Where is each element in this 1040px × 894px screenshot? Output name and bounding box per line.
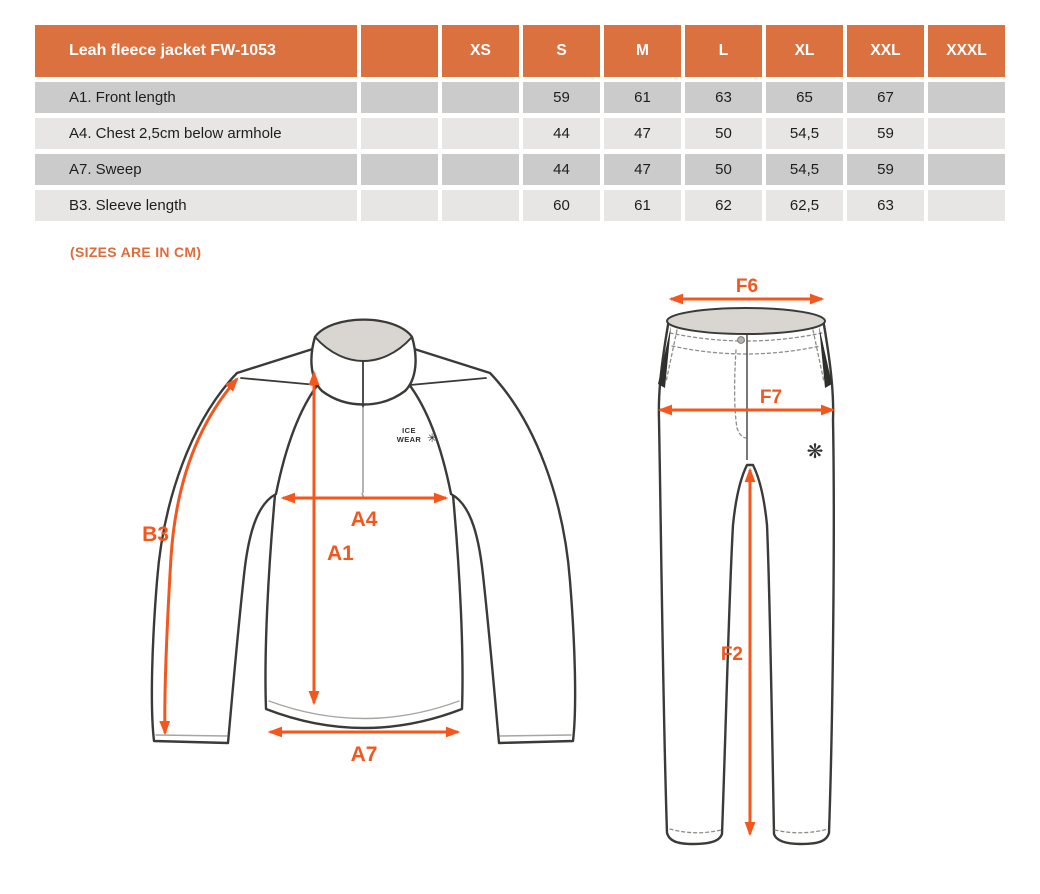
size-cell: 44 bbox=[523, 154, 600, 185]
row-label-sweep: A7. Sweep bbox=[35, 154, 357, 185]
sizes-unit-note: (SIZES ARE IN CM) bbox=[70, 244, 202, 260]
size-cell: 63 bbox=[847, 190, 924, 221]
column-header-xxxl: XXXL bbox=[928, 25, 1005, 77]
measure-label-f6: F6 bbox=[735, 276, 759, 297]
size-cell: 61 bbox=[604, 190, 681, 221]
measure-label-a7: A7 bbox=[350, 743, 378, 766]
size-cell: 63 bbox=[685, 82, 762, 113]
size-cell: 50 bbox=[685, 154, 762, 185]
pants-button bbox=[738, 337, 745, 344]
size-cell: 47 bbox=[604, 154, 681, 185]
size-cell bbox=[928, 190, 1005, 221]
brand-logo-text-line1: ICE bbox=[402, 426, 416, 435]
measure-label-a4: A4 bbox=[350, 508, 378, 531]
column-header-xs: XS bbox=[442, 25, 519, 77]
size-cell: 54,5 bbox=[766, 118, 843, 149]
table-row bbox=[35, 82, 1005, 113]
size-cell: 54,5 bbox=[766, 154, 843, 185]
pants-diagram bbox=[625, 278, 885, 878]
size-table-header bbox=[35, 25, 1005, 77]
size-cell bbox=[928, 82, 1005, 113]
size-cell bbox=[361, 190, 438, 221]
size-cell bbox=[928, 154, 1005, 185]
size-cell bbox=[442, 190, 519, 221]
table-row bbox=[35, 190, 1005, 221]
brand-snowflake-icon: ✳ bbox=[427, 431, 438, 445]
size-cell bbox=[928, 118, 1005, 149]
size-cell: 60 bbox=[523, 190, 600, 221]
measure-label-f2: F2 bbox=[720, 644, 743, 665]
column-header-m: M bbox=[604, 25, 681, 77]
jacket-diagram bbox=[133, 295, 579, 765]
product-title: Leah fleece jacket FW-1053 bbox=[35, 25, 357, 77]
size-cell: 50 bbox=[685, 118, 762, 149]
size-cell: 65 bbox=[766, 82, 843, 113]
row-label-chest: A4. Chest 2,5cm below armhole bbox=[35, 118, 357, 149]
column-header-xl: XL bbox=[766, 25, 843, 77]
row-label-front-length: A1. Front length bbox=[35, 82, 357, 113]
measure-label-a1: A1 bbox=[327, 542, 354, 565]
brand-logo-text-line2: WEAR bbox=[396, 435, 422, 444]
size-cell bbox=[442, 118, 519, 149]
size-cell: 44 bbox=[523, 118, 600, 149]
size-cell: 61 bbox=[604, 82, 681, 113]
column-header-l: L bbox=[685, 25, 762, 77]
jacket-left-cuff-stitch bbox=[156, 735, 227, 736]
size-cell: 59 bbox=[523, 82, 600, 113]
size-cell: 47 bbox=[604, 118, 681, 149]
size-cell bbox=[442, 154, 519, 185]
size-cell: 62,5 bbox=[766, 190, 843, 221]
size-cell bbox=[361, 154, 438, 185]
column-header-xxl: XXL bbox=[847, 25, 924, 77]
size-cell: 59 bbox=[847, 154, 924, 185]
row-label-sleeve-length: B3. Sleeve length bbox=[35, 190, 357, 221]
jacket-right-cuff-stitch bbox=[500, 735, 571, 736]
size-cell: 59 bbox=[847, 118, 924, 149]
table-row bbox=[35, 118, 1005, 149]
table-row bbox=[35, 154, 1005, 185]
size-cell bbox=[361, 118, 438, 149]
size-cell: 62 bbox=[685, 190, 762, 221]
measure-label-f7: F7 bbox=[759, 387, 783, 408]
column-header-blank bbox=[361, 25, 438, 77]
column-header-s: S bbox=[523, 25, 600, 77]
size-table bbox=[31, 20, 1009, 226]
pants-waistband-opening bbox=[667, 308, 825, 334]
size-cell bbox=[361, 82, 438, 113]
jacket-zipper-line bbox=[362, 407, 364, 499]
size-cell: 67 bbox=[847, 82, 924, 113]
size-cell bbox=[442, 82, 519, 113]
pants-snowflake-icon: ❋ bbox=[806, 439, 824, 463]
measure-label-b3: B3 bbox=[142, 523, 169, 546]
